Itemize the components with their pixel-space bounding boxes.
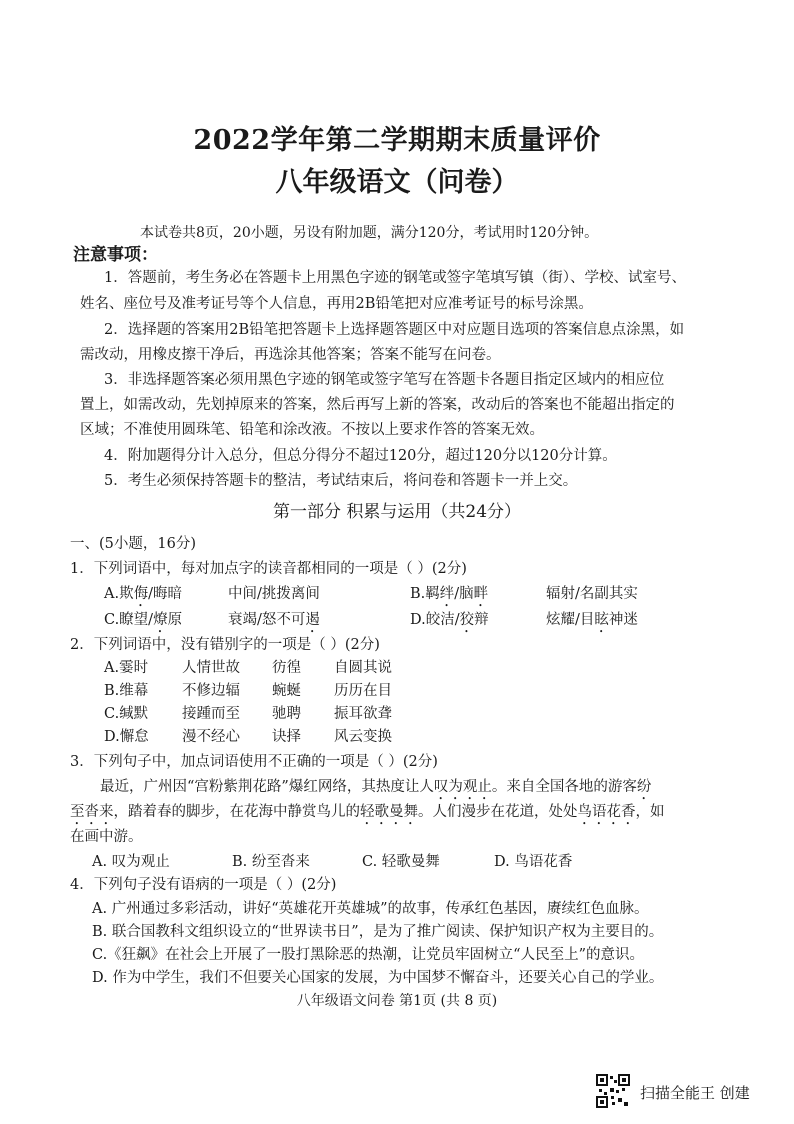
q3-dotted-phrase: 叹为观止 bbox=[433, 779, 492, 795]
q2-option-b: B.维幕 bbox=[104, 683, 149, 699]
q1-c-dotted: 燎 bbox=[153, 612, 168, 628]
q1-d-part: D.皎洁/ bbox=[410, 612, 460, 628]
notice-line: 区域；不准使用圆珠笔、铅笔和涂改液。不按以上要求作答的答案无效。 bbox=[80, 422, 544, 438]
q3-option-a: A. 叹为观止 bbox=[92, 854, 170, 870]
q1-a-part: 间/挑拨离间 bbox=[242, 586, 320, 602]
q1-option-b bbox=[410, 582, 488, 610]
notice-line: 1．答题前，考生务必在答题卡上用黑色字迹的钢笔或签字笔填写镇（街）、学校、试室号、 bbox=[104, 270, 686, 286]
q4-option-a: A. 广州通过多彩活动，讲好“英雄花开英雄城”的故事，传承红色基因，赓续红色血脉。 bbox=[92, 901, 649, 917]
exam-subtitle: 八年级语文（问卷） bbox=[275, 167, 519, 198]
q1-option-d2 bbox=[546, 608, 638, 636]
q1-b-dotted: 畔 bbox=[473, 586, 489, 602]
q2-option-a-w4: 自圆其说 bbox=[334, 660, 392, 676]
section-heading: 一、(5小题，16分) bbox=[70, 536, 196, 552]
q1-b-part: /脑 bbox=[454, 586, 474, 602]
exam-intro: 本试卷共8页，20小题，另设有附加题，满分120分，考试用时120分钟。 bbox=[140, 225, 599, 241]
q1-a-part: 中 bbox=[228, 586, 243, 602]
q4-option-c: C.《狂飙》在社会上开展了一股打黑除恶的热潮，让党员牢固树立“人民至上”的意识。 bbox=[92, 947, 645, 963]
q2-option-c-w3: 驰聘 bbox=[272, 706, 301, 722]
notice-line: 4．附加题得分计入总分，但总分得分不超过120分，超过120分以120分计算。 bbox=[104, 448, 617, 464]
notice-line: 2．选择题的答案用2B铅笔把答题卡上选择题答题区中对应题目选项的答案信息点涂黑，如 bbox=[104, 322, 685, 338]
q1-c-dotted: 遏 bbox=[305, 612, 320, 628]
qr-code-icon bbox=[596, 1074, 630, 1108]
question-2-stem: 2．下列词语中，没有错别字的一项是（ ）(2分) bbox=[70, 637, 380, 653]
q1-option-d bbox=[410, 608, 489, 636]
q3-text: ，踏着春的脚步，在花海中静赏鸟儿的 bbox=[113, 804, 360, 820]
q3-text: 。来自全国各地的游客 bbox=[491, 779, 637, 795]
q2-option-d-w4: 风云变换 bbox=[334, 729, 392, 745]
q1-option-a2 bbox=[228, 582, 320, 603]
q2-option-a-w2: 人情世故 bbox=[182, 660, 240, 676]
q1-c-part: 原 bbox=[167, 612, 183, 628]
q1-b-part: 辐射/名副其实 bbox=[546, 586, 638, 602]
q1-option-c2 bbox=[228, 608, 320, 636]
q3-text: 。人们漫步在花道，处处 bbox=[418, 804, 578, 820]
q1-c-part: C.瞭望/ bbox=[104, 612, 154, 628]
q2-option-c-w4: 振耳欲聋 bbox=[334, 706, 392, 722]
notice-line: 置上，如需改动，先划掉原来的答案，然后再写上新的答案，改动后的答案也不能超出指定的 bbox=[80, 397, 675, 413]
q4-option-d: D. 作为中学生，我们不但要关心国家的发展，为中国梦不懈奋斗，还要关心自己的学业。 bbox=[92, 970, 664, 986]
notice-line: 5．考生必须保持答题卡的整洁，考试结束后，将问卷和答题卡一并上交。 bbox=[104, 473, 578, 489]
notice-heading: 注意事项： bbox=[73, 245, 158, 265]
q2-option-d: D.懈怠 bbox=[104, 729, 149, 745]
q3-dotted-phrase: 至沓来 bbox=[70, 804, 114, 820]
page-footer: 八年级语文问卷 第1页 (共 8 页) bbox=[296, 993, 498, 1009]
q2-option-b-w4: 历历在目 bbox=[334, 683, 392, 699]
q3-passage-line-1 bbox=[100, 775, 651, 803]
q1-d-part: 炫耀/目 bbox=[546, 612, 595, 628]
q3-option-b: B. 纷至沓来 bbox=[232, 854, 310, 870]
q3-option-d: D. 鸟语花香 bbox=[494, 854, 573, 870]
q2-option-c: C.缄默 bbox=[104, 706, 149, 722]
q1-a-part: /晦暗 bbox=[148, 586, 182, 602]
q3-dotted-phrase: 轻歌曼舞 bbox=[360, 804, 418, 820]
q1-d-dotted: 狡 bbox=[459, 612, 475, 628]
q2-option-c-w2: 接踵而至 bbox=[182, 706, 240, 722]
q1-d-dotted: 眩 bbox=[594, 612, 609, 628]
q2-option-a-w3: 彷徨 bbox=[272, 660, 301, 676]
q3-text: 最近，广州因“宫粉紫荆花路”爆红网络，其热度让人 bbox=[100, 779, 434, 795]
q2-option-d-w3: 诀择 bbox=[272, 729, 301, 745]
q3-option-c: C. 轻歌曼舞 bbox=[362, 854, 440, 870]
question-3-stem: 3．下列句子中，加点词语使用不正确的一项是（ ）(2分) bbox=[70, 754, 438, 770]
q1-c-part: 衰竭/怒不可 bbox=[228, 612, 306, 628]
q4-option-b: B. 联合国教科文组织设立的“世界读书日”，是为了推广阅读、保护知识产权为主要目的。 bbox=[92, 924, 664, 940]
q2-option-a: A.霎时 bbox=[104, 660, 149, 676]
q1-option-c bbox=[104, 608, 182, 636]
q3-dotted-phrase: 鸟语花香 bbox=[577, 804, 636, 820]
part-title: 第一部分 积累与运用（共24分） bbox=[272, 502, 522, 522]
q1-b-part: B.羁 bbox=[410, 586, 440, 602]
q1-option-b2 bbox=[546, 582, 638, 603]
q1-b-dotted: 绊 bbox=[439, 586, 455, 602]
exam-title: 2022学年第二学期期末质量评价 bbox=[193, 125, 601, 156]
question-4-stem: 4．下列句子没有语病的一项是（ ）(2分) bbox=[70, 877, 337, 893]
q3-text: ，如 bbox=[635, 804, 665, 820]
q2-option-b-w3: 蜿蜒 bbox=[272, 683, 301, 699]
q2-option-b-w2: 不修边辐 bbox=[182, 683, 240, 699]
q1-option-a bbox=[104, 582, 182, 610]
q1-d-part: 辩 bbox=[474, 612, 489, 628]
notice-line: 需改动，用橡皮擦干净后，再选涂其他答案；答案不能写在问卷。 bbox=[80, 347, 501, 363]
q3-passage-line-3: 在画中游。 bbox=[70, 829, 143, 845]
q3-passage-line-2 bbox=[70, 800, 665, 828]
q1-d-part: 神迷 bbox=[608, 612, 638, 628]
scanner-watermark: 扫描全能王 创建 bbox=[640, 1084, 750, 1102]
notice-line: 姓名、座位号及准考证号等个人信息，再用2B铅笔把对应准考证号的标号涂黑。 bbox=[80, 296, 593, 312]
q1-a-dotted: 侮 bbox=[133, 586, 149, 602]
q2-option-d-w2: 漫不经心 bbox=[182, 729, 240, 745]
q1-a-part: A.欺 bbox=[104, 586, 134, 602]
q3-dotted-phrase: 纷 bbox=[636, 779, 652, 795]
notice-line: 3．非选择题答案必须用黑色字迹的钢笔或签字笔写在答题卡各题目指定区域内的相应位 bbox=[104, 372, 665, 388]
question-1-stem: 1．下列词语中，每对加点字的读音都相同的一项是（ ）(2分) bbox=[70, 561, 467, 577]
